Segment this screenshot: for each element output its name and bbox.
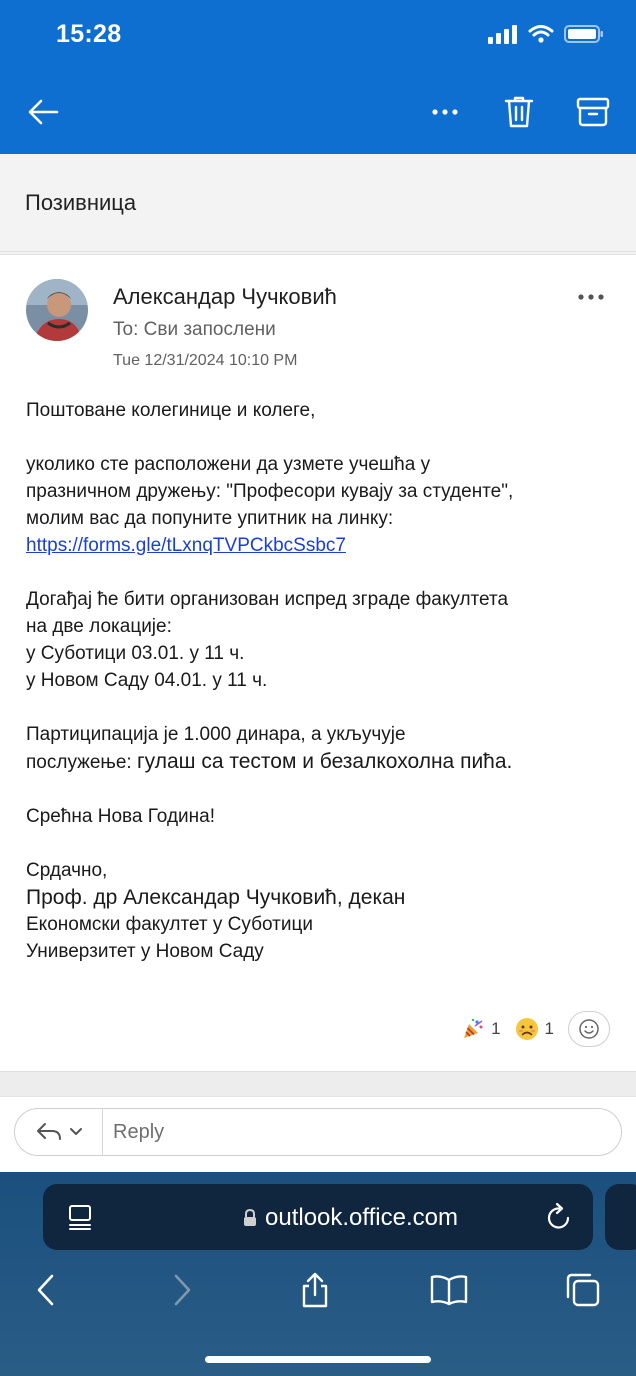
body-line: Партиципација је 1.000 динара, а укључује — [26, 724, 406, 745]
sad-face-icon — [515, 1017, 539, 1041]
back-button[interactable] — [19, 88, 67, 136]
sender-avatar[interactable] — [26, 279, 88, 341]
closing-line: Срдачно, — [26, 860, 108, 881]
share-icon — [299, 1271, 331, 1309]
tabs-button[interactable] — [559, 1268, 607, 1312]
body-line: молим вас да попуните упитник на линку: — [26, 508, 394, 529]
chevron-right-icon — [171, 1273, 193, 1307]
message-card — [0, 254, 636, 1072]
share-button[interactable] — [291, 1268, 339, 1312]
body-line: у Новом Саду 04.01. у 11 ч. — [26, 670, 268, 691]
reply-arrow-icon — [35, 1121, 63, 1143]
cellular-signal-icon — [488, 24, 518, 44]
smiley-add-icon — [578, 1018, 600, 1040]
body-line: послужење: — [26, 752, 137, 773]
body-line: празничном дружењу: "Професори кувају за студенте", — [26, 481, 514, 502]
url-display — [243, 1204, 458, 1232]
archive-icon — [576, 97, 610, 127]
signature-name: Проф. др Александар Чучковић, декан — [26, 886, 406, 909]
app-bar — [0, 70, 636, 154]
tabs-icon — [565, 1272, 601, 1308]
reader-mode-icon[interactable] — [67, 1203, 95, 1231]
reaction-sad[interactable] — [515, 1017, 554, 1041]
reply-bar — [0, 1096, 636, 1172]
reply-options-button[interactable] — [15, 1109, 103, 1155]
to-value: Сви запослени — [143, 319, 276, 340]
signature-org: Економски факултет у Суботици — [26, 914, 313, 935]
body-line-large: гулаш са тестом и безалкохолна пића. — [137, 750, 513, 773]
address-bar[interactable] — [43, 1184, 593, 1250]
trash-icon — [504, 95, 534, 129]
subject-bar — [0, 154, 636, 252]
party-popper-icon — [461, 1017, 485, 1041]
body-line: у Суботици 03.01. у 11 ч. — [26, 643, 245, 664]
reaction-count: 1 — [491, 1019, 501, 1038]
status-bar — [0, 0, 636, 70]
reload-icon[interactable] — [545, 1202, 573, 1232]
bookmarks-button[interactable] — [425, 1268, 473, 1312]
add-reaction-button[interactable] — [568, 1011, 610, 1047]
archive-button[interactable] — [569, 88, 617, 136]
url-text: outlook.office.com — [265, 1204, 458, 1231]
lock-icon — [243, 1209, 257, 1227]
reaction-count: 1 — [544, 1019, 554, 1038]
more-options-button[interactable] — [421, 88, 469, 136]
message-date: Tue 12/31/2024 10:10 PM — [113, 352, 298, 369]
reactions-bar — [461, 1011, 610, 1047]
email-subject: Позивница — [25, 190, 137, 215]
wifi-icon — [528, 24, 554, 44]
avatar-photo-icon — [26, 279, 88, 341]
reaction-party[interactable] — [461, 1017, 500, 1041]
greeting-line: Поштоване колегинице и колеге, — [26, 400, 316, 421]
recipients-line[interactable] — [113, 319, 276, 341]
reply-input[interactable] — [103, 1109, 621, 1155]
body-line: на две локације: — [26, 616, 172, 637]
signature-org: Универзитет у Новом Саду — [26, 941, 264, 962]
delete-button[interactable] — [495, 88, 543, 136]
message-more-button[interactable] — [576, 287, 606, 307]
battery-icon — [564, 24, 604, 44]
status-icons — [488, 24, 604, 44]
status-time: 15:28 — [56, 20, 122, 48]
browser-toolbar — [0, 1172, 636, 1376]
next-tab-preview[interactable] — [605, 1184, 636, 1250]
home-indicator[interactable] — [205, 1356, 431, 1363]
arrow-left-icon — [27, 98, 59, 126]
new-year-wish: Срећна Нова Година! — [26, 806, 215, 827]
body-line: уколико сте расположени да узмете учешћа у — [26, 454, 431, 475]
message-body — [26, 397, 616, 965]
reply-pill — [14, 1108, 622, 1156]
body-line: Догађај ће бити организован испред зграде факултета — [26, 589, 509, 610]
more-horizontal-icon — [576, 287, 606, 307]
book-icon — [429, 1274, 469, 1306]
chevron-down-icon — [69, 1127, 83, 1137]
sender-name[interactable]: Александар Чучковић — [113, 284, 337, 309]
chevron-left-icon — [35, 1273, 57, 1307]
browser-back-button[interactable] — [22, 1268, 70, 1312]
divider — [0, 1072, 636, 1096]
form-link[interactable]: https://forms.gle/tLxnqTVPCkbcSsbc7 — [26, 535, 346, 556]
more-horizontal-icon — [431, 108, 459, 116]
to-label: To: — [113, 319, 139, 340]
browser-forward-button[interactable] — [158, 1268, 206, 1312]
